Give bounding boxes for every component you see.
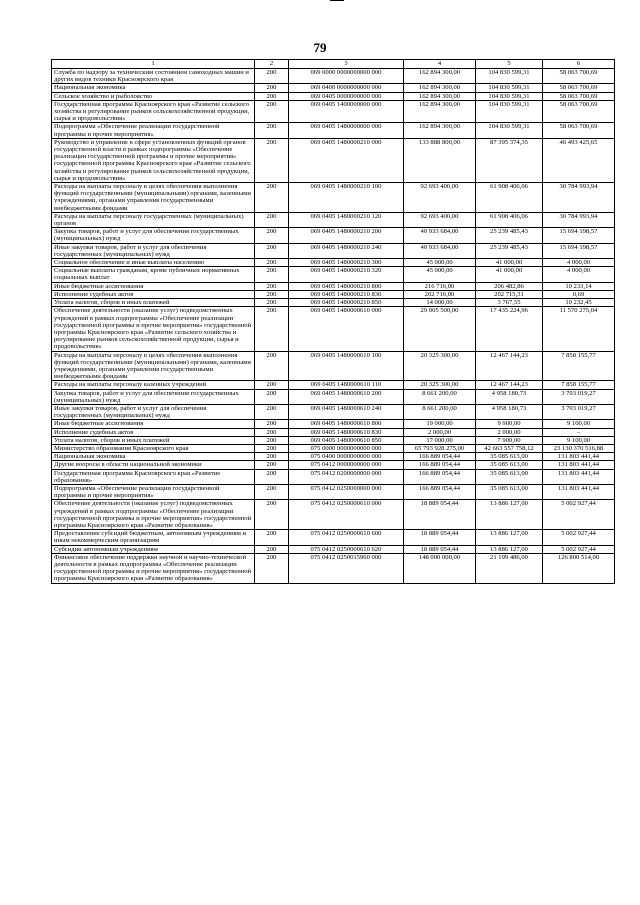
table-row — [52, 444, 615, 452]
row-executed: 9 900,00 — [476, 420, 543, 428]
table-row — [52, 290, 615, 298]
row-kbk: 069 0405 1480000210 100 — [289, 183, 404, 213]
row-name: Финансовое обеспечение поддержки научной и научно-технической деятельности в рамках подпрограммы «Обеспечение реализации государственной программы и прочие мероприятия» государственной программы Красноярского края «Развитие образования» — [52, 553, 255, 583]
table-row — [52, 307, 615, 351]
table-row — [52, 351, 615, 381]
row-remaining: 5 002 927,44 — [543, 530, 615, 545]
row-code: 200 — [255, 553, 289, 583]
row-remaining: 131 803 441,44 — [543, 469, 615, 484]
row-remaining: 131 803 441,44 — [543, 453, 615, 461]
row-approved: 162 894 300,00 — [404, 69, 476, 84]
row-executed: 7 900,00 — [476, 436, 543, 444]
row-executed: 3 767,55 — [476, 299, 543, 307]
row-name: Расходы на выплаты персоналу казенных учреждений — [52, 381, 255, 389]
row-executed: 104 830 599,31 — [476, 123, 543, 138]
table-row — [52, 420, 615, 428]
row-approved: 166 889 054,44 — [404, 469, 476, 484]
row-name: Иные закупки товаров, работ и услуг для обеспечения государственных (муниципальных) нужд — [52, 243, 255, 258]
table-row — [52, 183, 615, 213]
row-name: Уплата налогов, сборов и иных платежей — [52, 436, 255, 444]
row-code: 200 — [255, 259, 289, 267]
row-executed: 4 958 180,73 — [476, 404, 543, 419]
row-approved: 18 889 054,44 — [404, 545, 476, 553]
row-name: Обеспечение деятельности (оказание услуг) подведомственных учреждений в рамках подпрограммы «Обеспечение реализации государственной программы и прочие мероприятия» государственной программы Красноярского края «Развитие сельского хозяйства и регулирование рынков сельскохозяйственной продукции, сырья и продовольствия» — [52, 307, 255, 351]
column-header: 1 — [52, 60, 255, 69]
row-code: 200 — [255, 267, 289, 282]
row-code: 200 — [255, 389, 289, 404]
row-approved: 166 889 054,44 — [404, 453, 476, 461]
row-kbk: 069 0405 1480000610 100 — [289, 351, 404, 381]
row-name: Государственная программа Красноярского края «Развитие образования» — [52, 469, 255, 484]
row-executed: 35 085 613,00 — [476, 469, 543, 484]
row-approved: 92 693 400,00 — [404, 212, 476, 227]
row-executed: 104 830 599,31 — [476, 69, 543, 84]
row-kbk: 069 0405 1480000610 830 — [289, 428, 404, 436]
table-row — [52, 92, 615, 100]
row-kbk: 069 0405 1480000610 240 — [289, 404, 404, 419]
row-remaining: 4 000,00 — [543, 259, 615, 267]
row-code: 200 — [255, 484, 289, 499]
row-name: Обеспечение деятельности (оказание услуг) подведомственных учреждений в рамках подпрограммы «Обеспечение реализации государственной программы и прочие мероприятия» государственной программы Красноярского края «Развитие образования» — [52, 500, 255, 530]
row-executed: 87 395 374,35 — [476, 138, 543, 182]
table-row — [52, 545, 615, 553]
row-code: 200 — [255, 212, 289, 227]
table-row — [52, 69, 615, 84]
column-header: 4 — [404, 60, 476, 69]
row-executed: 25 239 485,43 — [476, 228, 543, 243]
row-kbk: 069 0405 1480000210 240 — [289, 243, 404, 258]
row-remaining: 58 063 700,69 — [543, 123, 615, 138]
row-name: Исполнение судебных актов — [52, 290, 255, 298]
row-code: 200 — [255, 290, 289, 298]
table-row — [52, 228, 615, 243]
row-remaining: 3 703 019,27 — [543, 389, 615, 404]
row-remaining: 5 002 927,44 — [543, 500, 615, 530]
row-approved: 18 889 054,44 — [404, 530, 476, 545]
row-code: 200 — [255, 469, 289, 484]
row-approved: 40 933 684,00 — [404, 228, 476, 243]
row-executed: 35 085 613,00 — [476, 484, 543, 499]
row-code: 200 — [255, 243, 289, 258]
row-code: 200 — [255, 299, 289, 307]
table-row — [52, 299, 615, 307]
row-name: Расходы на выплаты персоналу в целях обеспечения выполнения функций государственными (муниципальными) органами, казенными учреждениями, органами управления государственными внебюджетными фондами — [52, 183, 255, 213]
table-row — [52, 553, 615, 583]
row-name: Закупка товаров, работ и услуг для обеспечения государственных (муниципальных) нужд — [52, 389, 255, 404]
row-name: Социальное обеспечение и иные выплаты населению — [52, 259, 255, 267]
row-executed: 13 886 127,00 — [476, 500, 543, 530]
row-name: Исполнение судебных актов — [52, 428, 255, 436]
table-row — [52, 428, 615, 436]
row-approved: 8 661 200,00 — [404, 389, 476, 404]
row-code: 200 — [255, 381, 289, 389]
row-code: 200 — [255, 404, 289, 419]
row-code: 200 — [255, 530, 289, 545]
row-remaining: 7 858 155,77 — [543, 381, 615, 389]
column-header: 3 — [289, 60, 404, 69]
row-kbk: 069 0400 0000000000 000 — [289, 84, 404, 92]
row-remaining: 15 694 198,57 — [543, 228, 615, 243]
row-approved: 8 661 200,00 — [404, 404, 476, 419]
row-code: 200 — [255, 428, 289, 436]
header-row — [52, 60, 615, 69]
row-kbk: 069 0405 1480000210 320 — [289, 267, 404, 282]
row-code: 200 — [255, 100, 289, 123]
row-name: Иные закупки товаров, работ и услуг для обеспечения государственных (муниципальных) нужд — [52, 404, 255, 419]
row-approved: 162 894 300,00 — [404, 84, 476, 92]
row-approved: 162 894 300,00 — [404, 92, 476, 100]
table-body — [52, 69, 615, 584]
row-executed: 41 000,00 — [476, 259, 543, 267]
row-name: Национальная экономика — [52, 84, 255, 92]
table-row — [52, 123, 615, 138]
row-approved: 133 888 800,00 — [404, 138, 476, 182]
row-remaining: 5 002 927,44 — [543, 545, 615, 553]
table-row — [52, 138, 615, 182]
row-approved: 162 894 300,00 — [404, 123, 476, 138]
row-executed: 35 085 613,00 — [476, 461, 543, 469]
row-name: Служба по надзору за техническим состоянием самоходных машин и других видов техники Красноярского края — [52, 69, 255, 84]
row-executed: 41 000,00 — [476, 267, 543, 282]
row-name: Предоставление субсидий бюджетным, автономным учреждениям и иным некоммерческим организациям — [52, 530, 255, 545]
row-kbk: 069 0405 1480000610 000 — [289, 307, 404, 351]
row-approved: 45 000,00 — [404, 259, 476, 267]
row-approved: 148 000 000,00 — [404, 553, 476, 583]
row-kbk: 075 0412 0200000000 000 — [289, 469, 404, 484]
row-code: 200 — [255, 84, 289, 92]
table-row — [52, 461, 615, 469]
row-approved: 45 000,00 — [404, 267, 476, 282]
row-remaining: 30 784 993,94 — [543, 183, 615, 213]
row-approved: 40 933 684,00 — [404, 243, 476, 258]
row-approved: 202 716,00 — [404, 290, 476, 298]
row-kbk: 069 0405 1480000000 000 — [289, 123, 404, 138]
row-executed: 42 663 557 758,12 — [476, 444, 543, 452]
row-executed: 25 239 485,43 — [476, 243, 543, 258]
row-remaining: 11 570 275,04 — [543, 307, 615, 351]
row-kbk: 075 0412 0250000610 600 — [289, 530, 404, 545]
row-remaining: 3 703 019,27 — [543, 404, 615, 419]
row-code: 200 — [255, 351, 289, 381]
row-kbk: 075 0000 0000000000 000 — [289, 444, 404, 452]
row-code: 200 — [255, 444, 289, 452]
row-approved: 65 793 928 275,00 — [404, 444, 476, 452]
row-remaining: 58 063 700,69 — [543, 100, 615, 123]
row-approved: 2 000,00 — [404, 428, 476, 436]
row-approved: 29 005 500,00 — [404, 307, 476, 351]
row-name: Министерство образования Красноярского края — [52, 444, 255, 452]
row-approved: 162 894 300,00 — [404, 100, 476, 123]
row-executed: 4 958 180,73 — [476, 389, 543, 404]
row-name: Подпрограмма «Обеспечение реализации государственной программы и прочие мероприятия» — [52, 123, 255, 138]
row-code: 200 — [255, 545, 289, 553]
row-approved: 20 325 300,00 — [404, 351, 476, 381]
row-executed: 17 435 224,96 — [476, 307, 543, 351]
row-kbk: 069 0405 1480000210 830 — [289, 290, 404, 298]
row-name: Государственная программа Красноярского края «Развитие сельского хозяйства и регулирование рынков сельскохозяйственной продукции, сырья и продовольствия» — [52, 100, 255, 123]
row-remaining: 58 063 700,69 — [543, 92, 615, 100]
table-row — [52, 267, 615, 282]
row-approved: 92 693 400,00 — [404, 183, 476, 213]
row-code: 200 — [255, 282, 289, 290]
row-remaining: 58 063 700,69 — [543, 69, 615, 84]
row-approved: 20 325 300,00 — [404, 381, 476, 389]
row-kbk: 069 0405 1480000610 110 — [289, 381, 404, 389]
row-approved: 216 716,00 — [404, 282, 476, 290]
row-name: Сельское хозяйство и рыболовство — [52, 92, 255, 100]
row-executed: 104 830 599,31 — [476, 92, 543, 100]
row-remaining: 9 100,00 — [543, 436, 615, 444]
row-remaining: 9 100,00 — [543, 420, 615, 428]
row-executed: 21 199 486,00 — [476, 553, 543, 583]
table-row — [52, 404, 615, 419]
row-executed: 61 908 406,06 — [476, 183, 543, 213]
row-name: Иные бюджетные ассигнования — [52, 420, 255, 428]
row-code: 200 — [255, 420, 289, 428]
row-approved: 166 889 054,44 — [404, 484, 476, 499]
row-remaining: 10 232,45 — [543, 299, 615, 307]
table-row — [52, 282, 615, 290]
row-name: Национальная экономика — [52, 453, 255, 461]
row-code: 200 — [255, 436, 289, 444]
row-code: 200 — [255, 138, 289, 182]
table-row — [52, 243, 615, 258]
row-executed: 61 908 406,06 — [476, 212, 543, 227]
row-approved: 19 000,00 — [404, 420, 476, 428]
budget-table — [51, 59, 615, 584]
row-code: 200 — [255, 92, 289, 100]
row-remaining: 7 858 155,77 — [543, 351, 615, 381]
row-kbk: 069 0405 0000000000 000 — [289, 92, 404, 100]
row-name: Социальные выплаты гражданам, кроме публичных нормативных социальных выплат — [52, 267, 255, 282]
row-name: Иные бюджетные ассигнования — [52, 282, 255, 290]
row-executed: 206 482,86 — [476, 282, 543, 290]
row-kbk: 069 0405 1480000210 120 — [289, 212, 404, 227]
row-remaining: 131 803 441,44 — [543, 484, 615, 499]
row-kbk: 075 0412 0250000610 620 — [289, 545, 404, 553]
table-row — [52, 381, 615, 389]
table-row — [52, 436, 615, 444]
row-remaining: 4 000,00 — [543, 267, 615, 282]
table-row — [52, 500, 615, 530]
table-row — [52, 389, 615, 404]
row-name: Другие вопросы в области национальной экономики — [52, 461, 255, 469]
row-name: Расходы на выплаты персоналу государственных (муниципальных) органов — [52, 212, 255, 227]
row-executed: 104 830 599,31 — [476, 100, 543, 123]
top-mark — [330, 0, 344, 1]
row-approved: 14 000,00 — [404, 299, 476, 307]
row-code: 200 — [255, 228, 289, 243]
row-kbk: 069 0405 1480000210 800 — [289, 282, 404, 290]
row-code: 200 — [255, 183, 289, 213]
row-remaining: 10 233,14 — [543, 282, 615, 290]
row-executed: 202 715,31 — [476, 290, 543, 298]
row-code: 200 — [255, 307, 289, 351]
row-name: Подпрограмма «Обеспечение реализации государственной программы и прочие мероприятия» — [52, 484, 255, 499]
table-row — [52, 469, 615, 484]
row-code: 200 — [255, 453, 289, 461]
row-approved: 17 000,00 — [404, 436, 476, 444]
row-executed: 104 830 599,31 — [476, 84, 543, 92]
row-name: Расходы на выплаты персоналу в целях обеспечения выполнения функций государственными (муниципальными) органами, казенными учреждениями, органами управления государственными внебюджетными фондами — [52, 351, 255, 381]
row-kbk: 069 0000 0000000000 000 — [289, 69, 404, 84]
row-code: 200 — [255, 500, 289, 530]
row-remaining: 131 803 441,44 — [543, 461, 615, 469]
row-remaining: 30 784 993,94 — [543, 212, 615, 227]
table-row — [52, 100, 615, 123]
row-executed: 13 886 127,00 — [476, 545, 543, 553]
row-executed: 12 467 144,23 — [476, 351, 543, 381]
row-code: 200 — [255, 461, 289, 469]
row-name: Руководство и управление в сфере установленных функций органов государственной власти в рамках подпрограммы «Обеспечение реализации государственной программы и прочие мероприятия» государственной программы Красноярского края «Развитие сельского хозяйства и регулирование рынков сельскохозяйственной продукции, сырья и продовольствия» — [52, 138, 255, 182]
table-row — [52, 84, 615, 92]
row-kbk: 069 0405 1480000210 300 — [289, 259, 404, 267]
column-header: 5 — [476, 60, 543, 69]
row-executed: 2 000,00 — [476, 428, 543, 436]
table-row — [52, 530, 615, 545]
row-approved: 18 889 054,44 — [404, 500, 476, 530]
row-kbk: 075 0412 0250000610 000 — [289, 500, 404, 530]
row-name: Субсидии автономным учреждениям — [52, 545, 255, 553]
table-row — [52, 484, 615, 499]
page-number: 79 — [313, 40, 327, 55]
row-kbk: 069 0405 1480000210 850 — [289, 299, 404, 307]
row-approved: 166 889 054,44 — [404, 461, 476, 469]
row-remaining: 23 130 370 516,88 — [543, 444, 615, 452]
row-remaining: 46 493 425,65 — [543, 138, 615, 182]
row-executed: 13 886 127,00 — [476, 530, 543, 545]
table-row — [52, 212, 615, 227]
row-executed: 35 085 613,00 — [476, 453, 543, 461]
row-kbk: 069 0405 1480000610 800 — [289, 420, 404, 428]
row-remaining: 58 063 700,69 — [543, 84, 615, 92]
column-header: 2 — [255, 60, 289, 69]
row-code: 200 — [255, 123, 289, 138]
row-name: Уплата налогов, сборов и иных платежей — [52, 299, 255, 307]
column-header: 6 — [543, 60, 615, 69]
row-name: Закупка товаров, работ и услуг для обеспечения государственных (муниципальных) нужд — [52, 228, 255, 243]
row-kbk: 075 0400 0000000000 000 — [289, 453, 404, 461]
row-kbk: 069 0405 1480000610 850 — [289, 436, 404, 444]
row-remaining: 126 800 514,00 — [543, 553, 615, 583]
row-code: 200 — [255, 69, 289, 84]
row-executed: 12 467 144,23 — [476, 381, 543, 389]
table-row — [52, 453, 615, 461]
table-row — [52, 259, 615, 267]
row-kbk: 075 0412 0000000000 000 — [289, 461, 404, 469]
row-kbk: 075 0412 0250000000 000 — [289, 484, 404, 499]
row-kbk: 069 0405 1480000210 200 — [289, 228, 404, 243]
row-kbk: 069 0405 1400000000 000 — [289, 100, 404, 123]
row-kbk: 069 0405 1480000610 200 — [289, 389, 404, 404]
row-remaining: – — [543, 428, 615, 436]
row-remaining: 15 694 198,57 — [543, 243, 615, 258]
row-kbk: 075 0412 0250015960 000 — [289, 553, 404, 583]
row-kbk: 069 0405 1480000210 000 — [289, 138, 404, 182]
row-remaining: 0,69 — [543, 290, 615, 298]
